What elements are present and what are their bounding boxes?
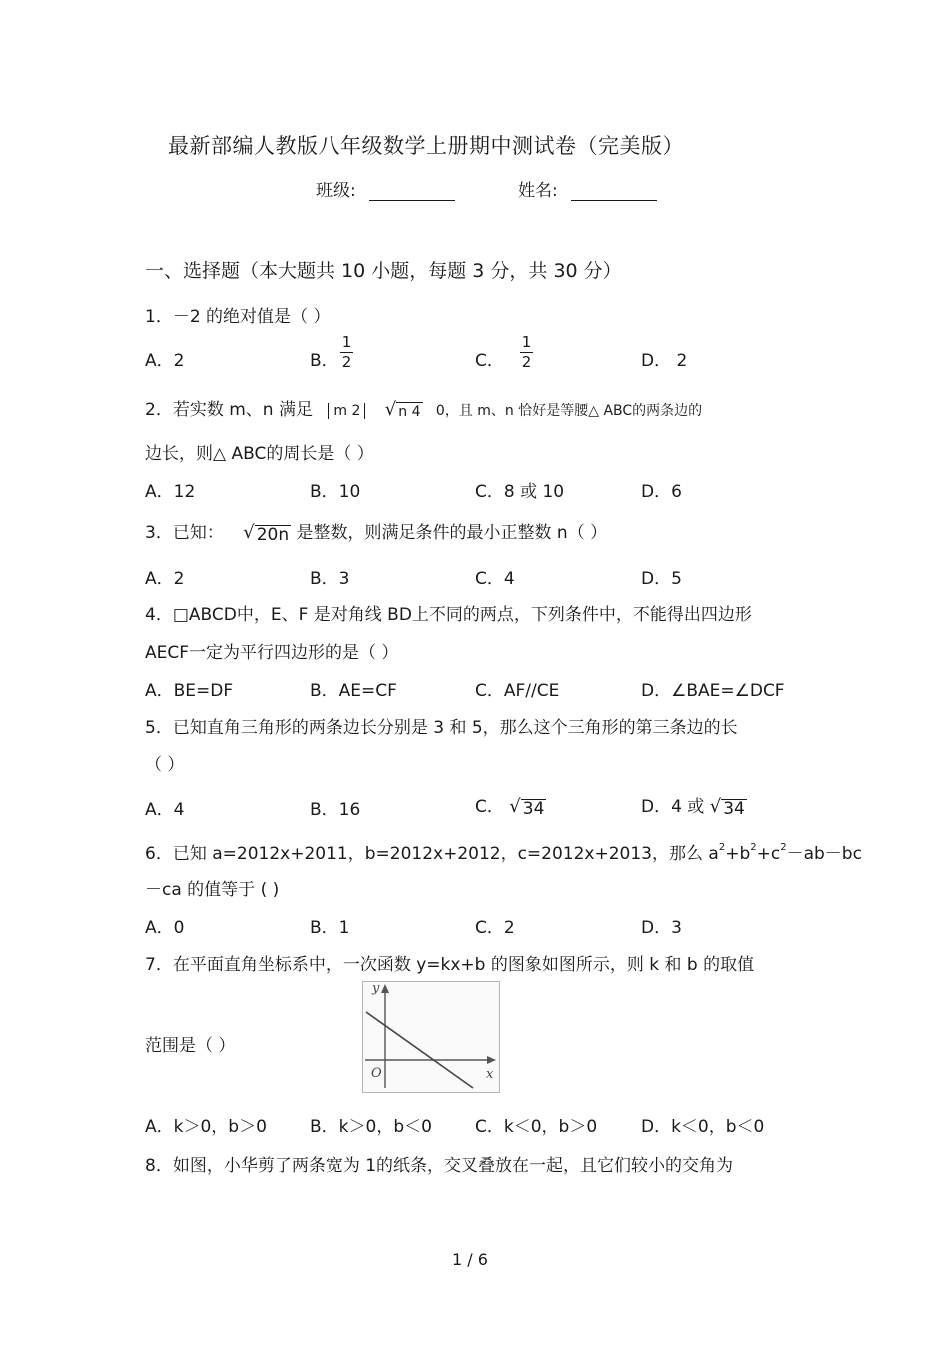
q1-fraction-c: [520, 334, 533, 371]
class-label: 班级:: [316, 181, 356, 201]
q3-option-d[interactable]: D．5: [641, 569, 682, 589]
q1-option-a[interactable]: A．2: [145, 351, 185, 371]
q3-option-c[interactable]: C．4: [475, 569, 515, 589]
x-axis-arrow: [487, 1056, 496, 1064]
q1-option-d[interactable]: D． 2: [641, 351, 688, 371]
question-5-line-2: （ ）: [145, 755, 185, 775]
q2-text-part-2: 0，且 m、n 恰好是等腰△ ABC的两条边的: [435, 403, 703, 419]
q4-option-d[interactable]: D．∠BAE=∠DCF: [641, 681, 785, 701]
q2-absolute-value: m 2: [328, 403, 365, 419]
q2-option-b[interactable]: B．10: [310, 482, 361, 502]
question-2-line-1: [145, 395, 702, 421]
question-3: [145, 518, 607, 544]
radical-sign: √: [509, 796, 521, 817]
denominator: 2: [341, 353, 352, 371]
numerator: 1: [341, 333, 352, 351]
radical-sign: √: [709, 796, 722, 817]
radicand: n 4: [398, 404, 421, 420]
radical-sign: √: [384, 399, 397, 420]
q3-square-root: [243, 523, 291, 544]
q6-exponent-b: 2: [750, 842, 757, 853]
q6-exponent-a: 2: [718, 842, 726, 853]
q6-option-d[interactable]: D．3: [641, 918, 682, 938]
q2-option-a[interactable]: A．12: [145, 482, 196, 502]
q3-option-b[interactable]: B．3: [310, 569, 350, 589]
function-line: [366, 1012, 473, 1088]
name-label: 姓名:: [518, 181, 558, 201]
page-number: 1 / 6: [452, 1250, 488, 1269]
q5-option-d[interactable]: [641, 792, 747, 818]
question-4-line-2: AECF一定为平行四边形的是（ ）: [145, 643, 399, 663]
q6-text-part-2: +b: [725, 844, 751, 864]
question-1-stem: 1．－2 的绝对值是（ ）: [145, 307, 331, 327]
q5-option-b[interactable]: B．16: [310, 800, 361, 820]
class-field[interactable]: [316, 176, 455, 201]
q6-text-part-4: －ab－bc: [786, 844, 862, 864]
q6-exponent-c: 2: [780, 842, 787, 853]
x-axis-label: x: [486, 1067, 494, 1082]
question-2-line-2: 边长，则△ ABC的周长是（ ）: [145, 444, 374, 464]
q4-option-b[interactable]: B．AE=CF: [310, 681, 397, 701]
q1-option-c[interactable]: [475, 346, 504, 371]
radicand: 20n: [256, 525, 290, 545]
q4-option-c[interactable]: C．AF//CE: [475, 681, 560, 701]
q7-option-c[interactable]: C．k＜0，b＞0: [475, 1117, 598, 1137]
q6-text-part-3: +c: [756, 844, 781, 864]
q6-option-c[interactable]: C．2: [475, 918, 515, 938]
q1-fraction-b: [340, 334, 353, 371]
q5-option-d-prefix: D．4 或: [641, 797, 705, 817]
q1-option-b[interactable]: [310, 346, 339, 371]
q5-option-c[interactable]: [475, 792, 546, 818]
numerator: 1: [521, 333, 532, 351]
radical-sign: √: [243, 522, 255, 543]
page-title: 最新部编人教版八年级数学上册期中测试卷（完美版）: [168, 134, 684, 158]
q3-text-part-2: 是整数，则满足条件的最小正整数 n（ ）: [296, 523, 608, 543]
linear-function-graph: [362, 981, 500, 1093]
q2-text-part-1: 2．若实数 m、n 满足: [145, 400, 313, 420]
q7-option-d[interactable]: D．k＜0，b＜0: [641, 1117, 765, 1137]
q5-option-d-sqrt: [710, 797, 747, 818]
radicand: 34: [522, 799, 545, 819]
q4-option-a[interactable]: A．BE=DF: [145, 681, 234, 701]
q6-option-a[interactable]: A．0: [145, 918, 185, 938]
q5-option-c-prefix: C．: [475, 797, 504, 817]
name-blank[interactable]: [571, 184, 657, 201]
q6-option-b[interactable]: B．1: [310, 918, 350, 938]
graph-svg: [363, 982, 499, 1092]
q3-text-part-1: 3．已知：: [145, 523, 224, 543]
question-8-line-1: 8．如图，小华剪了两条宽为 1的纸条，交叉叠放在一起，且它们较小的交角为: [145, 1156, 734, 1176]
q3-option-a[interactable]: A．2: [145, 569, 185, 589]
y-axis-label: y: [372, 982, 380, 996]
section-heading: 一、选择题（本大题共 10 小题，每题 3 分，共 30 分）: [145, 260, 622, 282]
denominator: 2: [521, 353, 532, 371]
q1-option-b-prefix: B．: [310, 351, 339, 371]
q6-text-part-1: 6．已知 a=2012x+2011，b=2012x+2012，c=2012x+2013，那么 a: [145, 844, 719, 864]
q5-option-c-sqrt: [509, 797, 546, 818]
origin-label: O: [371, 1066, 382, 1081]
name-field[interactable]: [518, 176, 657, 201]
class-blank[interactable]: [369, 184, 455, 201]
q7-option-a[interactable]: A．k＞0，b＞0: [145, 1117, 267, 1137]
question-6-line-1: [145, 839, 862, 864]
question-7-line-1: 7．在平面直角坐标系中，一次函数 y=kx+b 的图象如图所示，则 k 和 b 的取值: [145, 955, 755, 975]
q1-option-c-prefix: C．: [475, 351, 504, 371]
question-6-line-2: －ca 的值等于 ( ): [145, 880, 280, 900]
q2-square-root: [385, 400, 423, 421]
radicand: 34: [723, 799, 745, 819]
q5-option-a[interactable]: A．4: [145, 800, 185, 820]
question-5-line-1: 5．已知直角三角形的两条边长分别是 3 和 5，那么这个三角形的第三条边的长: [145, 718, 738, 738]
question-7-line-2: 范围是（ ）: [145, 1036, 236, 1056]
question-4-line-1: 4．□ABCD中，E、F 是对角线 BD上不同的两点，下列条件中，不能得出四边形: [145, 605, 752, 625]
q7-option-b[interactable]: B．k＞0，b＜0: [310, 1117, 432, 1137]
q2-option-d[interactable]: D．6: [641, 482, 682, 502]
q2-option-c[interactable]: C．8 或 10: [475, 482, 565, 502]
y-axis-arrow: [381, 984, 389, 993]
